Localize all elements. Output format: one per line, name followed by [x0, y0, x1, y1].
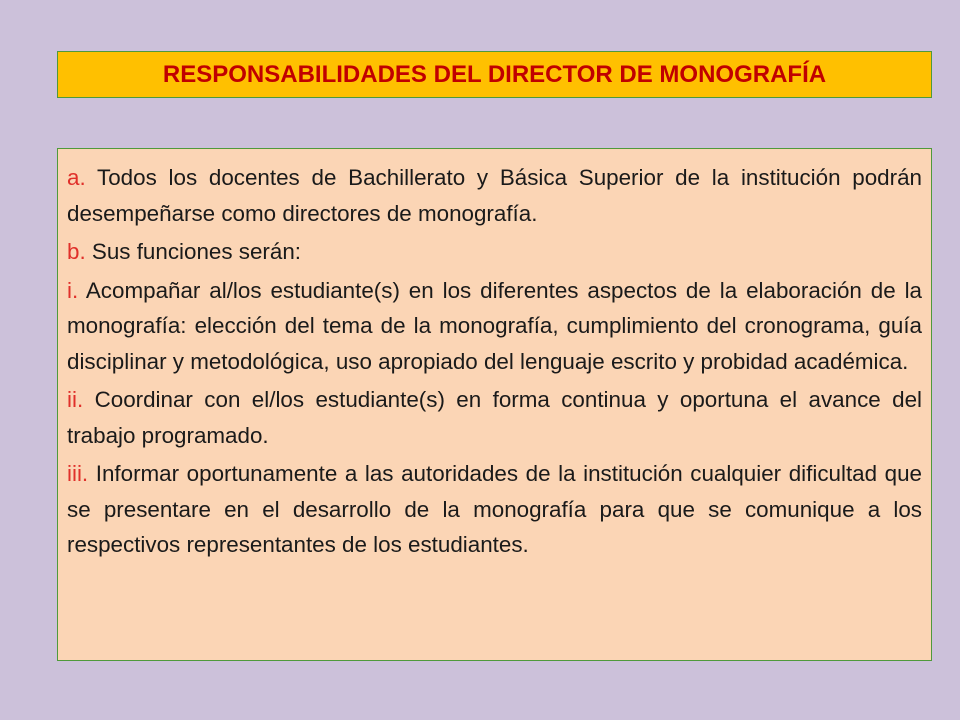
item-i: [67, 273, 922, 380]
item-a: [67, 160, 922, 231]
item-a-marker: a.: [67, 165, 86, 190]
item-ii: [67, 382, 922, 453]
item-b: [67, 234, 922, 270]
title-banner: [57, 51, 932, 98]
item-b-text: Sus funciones serán:: [85, 239, 302, 264]
item-ii-marker: ii.: [67, 387, 84, 412]
item-iii: [67, 456, 922, 563]
item-i-marker: i.: [67, 277, 79, 303]
item-i-text: Acompañar al/los estudiante(s) en los diferentes aspectos de la elaboración de la monografía: elección del tema de la monografía, cumplimiento del cronograma, guía disciplinar y metodológica, uso apropiado del lenguaje escrito y probidad académica.: [67, 277, 922, 374]
slide-title: RESPONSABILIDADES DEL DIRECTOR DE MONOGRAFÍA: [162, 60, 827, 88]
item-a-text: Todos los docentes de Bachillerato y Básica Superior de la institución podrán desempeñarse como directores de monografía.: [67, 165, 922, 226]
content-panel: [57, 148, 932, 661]
item-iii-text: Informar oportunamente a las autoridades de la institución cualquier dificultad que se presentare en el desarrollo de la monografía para que se comunique a los respectivos representantes de los estudiantes.: [67, 461, 922, 557]
item-b-marker: b.: [67, 239, 86, 264]
item-ii-text: Coordinar con el/los estudiante(s) en forma continua y oportuna el avance del trabajo programado.: [67, 387, 922, 448]
item-iii-marker: iii.: [67, 461, 89, 486]
